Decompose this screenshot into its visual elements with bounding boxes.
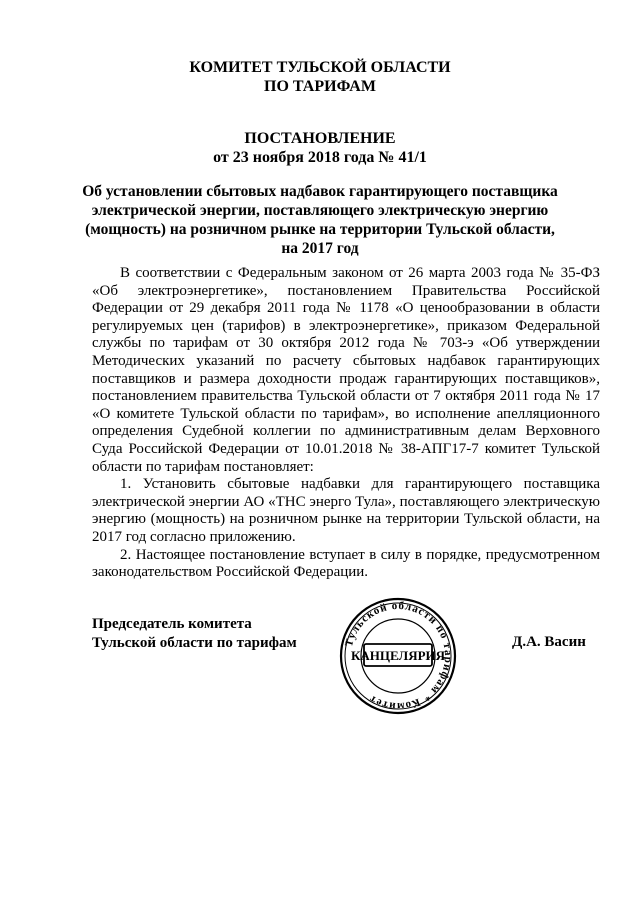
signatory-position-line1: Председатель комитета bbox=[92, 616, 252, 632]
subject-line-1: Об установлении сбытовых надбавок гарантирующего поставщика bbox=[82, 183, 558, 200]
subject-line-4: на 2017 год bbox=[281, 240, 359, 257]
document-date-number: от 23 ноября 2018 года № 41/1 bbox=[213, 149, 427, 166]
stamp-ring-text: Тульской области по тарифам * Комитет bbox=[342, 599, 455, 713]
chancellery-stamp bbox=[326, 596, 470, 716]
resolution-item-1: 1. Установить сбытовые надбавки для гарантирующего поставщика электрической энергии АО «ТНС энерго Тула», поставляющего электрическую энергию (мощность) на розничном рынке на территории Тульской области, на 2017 год согласно приложению. bbox=[92, 476, 600, 545]
signatory-position bbox=[92, 615, 297, 653]
preamble-paragraph: В соответствии с Федеральным законом от 26 марта 2003 года № 35-ФЗ «Об электроэнергетике», постановлением Правительства Российской Федерации от 29 декабря 2011 года № 1178 «О ценообразовании в области регулируемых цен (тарифов) в электроэнергетике», приказом Федеральной службы по тарифам от 30 октября 2012 года № 703-э «Об утверждении Методических указаний по расчету сбытовых надбавок гарантирующих поставщиков и размера доходности продаж гарантирующих поставщиков», постановлением правительства Тульской области от 7 октября 2011 года № 17 «О комитете Тульской области по тарифам», во исполнение апелляционного определения Судебной коллегии по административным делам Верховного Суда Российской Федерации от 10.01.2018 № 38-АПГ17-7 комитет Тульской области по тарифам постановляет: bbox=[92, 265, 600, 475]
document-heading bbox=[0, 129, 640, 167]
subject-line-2: электрической энергии, поставляющего электрическую энергию bbox=[91, 202, 549, 219]
document-subject bbox=[0, 182, 640, 258]
organization-header bbox=[0, 58, 640, 96]
resolution-item-2: 2. Настоящее постановление вступает в силу в порядке, предусмотренном законодательством Российской Федерации. bbox=[92, 546, 600, 581]
subject-line-3: (мощность) на розничном рынке на территории Тульской области, bbox=[85, 221, 555, 238]
document-body bbox=[92, 265, 600, 582]
signatory-position-line2: Тульской области по тарифам bbox=[92, 635, 297, 651]
document-type: ПОСТАНОВЛЕНИЕ bbox=[244, 130, 396, 147]
signatory-name: Д.А. Васин bbox=[512, 634, 586, 650]
org-name-line2: ПО ТАРИФАМ bbox=[264, 78, 376, 95]
stamp-center-text: КАНЦЕЛЯРИЯ bbox=[350, 648, 446, 663]
org-name-line1: КОМИТЕТ ТУЛЬСКОЙ ОБЛАСТИ bbox=[189, 59, 451, 76]
